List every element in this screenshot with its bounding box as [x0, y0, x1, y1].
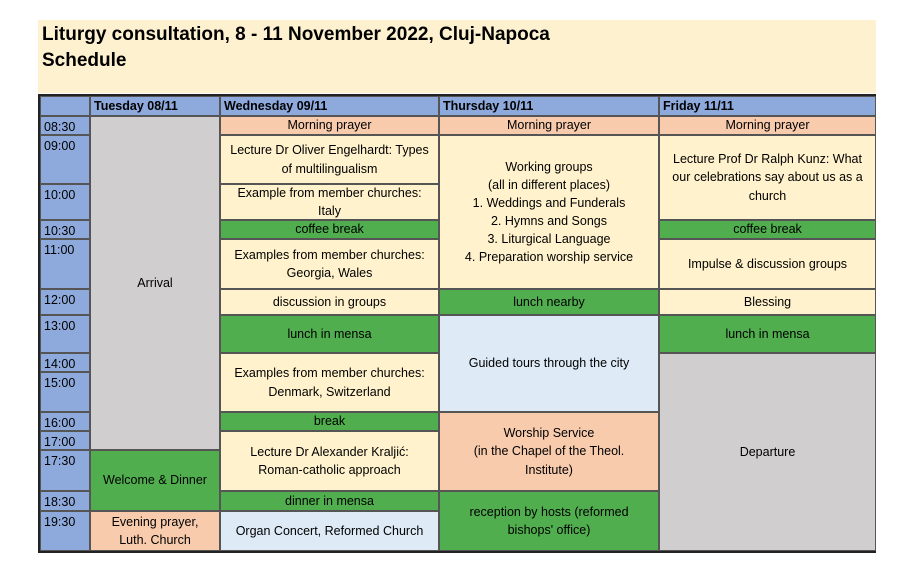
time-label: 16:00: [40, 412, 90, 431]
tuesday-evening-prayer: Evening prayer, Luth. Church: [90, 511, 220, 551]
working-groups-line: 4. Preparation worship service: [464, 250, 634, 265]
friday-impulse-discussion: Impulse & discussion groups: [659, 239, 876, 289]
column-header-time: [40, 96, 90, 116]
wednesday-examples-georgia-wales: Examples from member churches: Georgia, Wales: [220, 239, 439, 289]
wednesday-lecture-kraljic: Lecture Dr Alexander Kraljić: Roman-catholic approach: [220, 431, 439, 491]
wednesday-morning-prayer: Morning prayer: [220, 116, 439, 135]
column-header-wednesday: Wednesday 09/11: [220, 96, 439, 116]
wednesday-examples-denmark-switzerland: Examples from member churches: Denmark, Switzerland: [220, 353, 439, 412]
time-label: 17:30: [40, 450, 90, 491]
time-label: 10:00: [40, 184, 90, 220]
worship-line: (in the Chapel of the Theol.: [473, 444, 625, 459]
thursday-working-groups: [439, 135, 659, 289]
friday-departure: Departure: [659, 353, 876, 551]
time-label: 11:00: [40, 239, 90, 289]
time-label: 10:30: [40, 220, 90, 239]
working-groups-line: 3. Liturgical Language: [487, 232, 611, 247]
page-subtitle: Schedule: [42, 50, 127, 71]
thursday-lunch: lunch nearby: [439, 289, 659, 315]
wednesday-break: break: [220, 412, 439, 431]
thursday-morning-prayer: Morning prayer: [439, 116, 659, 135]
wednesday-organ-concert: Organ Concert, Reformed Church: [220, 511, 439, 551]
page-header: [38, 20, 876, 93]
time-label: 17:00: [40, 431, 90, 450]
friday-lunch: lunch in mensa: [659, 315, 876, 353]
friday-coffee-break: coffee break: [659, 220, 876, 239]
wednesday-discussion-groups: discussion in groups: [220, 289, 439, 315]
time-label: 12:00: [40, 289, 90, 315]
friday-morning-prayer: Morning prayer: [659, 116, 876, 135]
working-groups-line: 1. Weddings and Funderals: [472, 195, 626, 210]
working-groups-line: (all in different places): [487, 177, 611, 192]
tuesday-welcome-dinner: Welcome & Dinner: [90, 450, 220, 511]
friday-blessing: Blessing: [659, 289, 876, 315]
time-label: 19:30: [40, 511, 90, 551]
working-groups-line: Working groups: [505, 159, 593, 174]
column-header-friday: Friday 11/11: [659, 96, 876, 116]
worship-line: Institute): [525, 462, 573, 477]
time-label: 15:00: [40, 372, 90, 412]
thursday-worship-service: [439, 412, 659, 491]
wednesday-lecture-engelhardt: Lecture Dr Oliver Engelhardt: Types of multilingualism: [220, 135, 439, 184]
column-header-thursday: Thursday 10/11: [439, 96, 659, 116]
thursday-reception: reception by hosts (reformed bishops' office): [439, 491, 659, 551]
time-label: 08:30: [40, 116, 90, 135]
time-label: 14:00: [40, 353, 90, 372]
worship-line: Worship Service: [503, 426, 595, 441]
friday-lecture-kunz: Lecture Prof Dr Ralph Kunz: What our celebrations say about us as a church: [659, 135, 876, 220]
time-label: 18:30: [40, 491, 90, 511]
column-header-tuesday: Tuesday 08/11: [90, 96, 220, 116]
wednesday-lunch: lunch in mensa: [220, 315, 439, 353]
page-title: Liturgy consultation, 8 - 11 November 2022, Cluj-Napoca: [42, 24, 550, 45]
working-groups-line: 2. Hymns and Songs: [490, 214, 608, 228]
wednesday-coffee-break: coffee break: [220, 220, 439, 239]
wednesday-dinner: dinner in mensa: [220, 491, 439, 511]
schedule-table: [38, 94, 876, 553]
tuesday-arrival: Arrival: [90, 116, 220, 450]
time-label: 09:00: [40, 135, 90, 184]
wednesday-example-italy: Example from member churches: Italy: [220, 184, 439, 220]
thursday-guided-tours: Guided tours through the city: [439, 315, 659, 412]
time-label: 13:00: [40, 315, 90, 353]
